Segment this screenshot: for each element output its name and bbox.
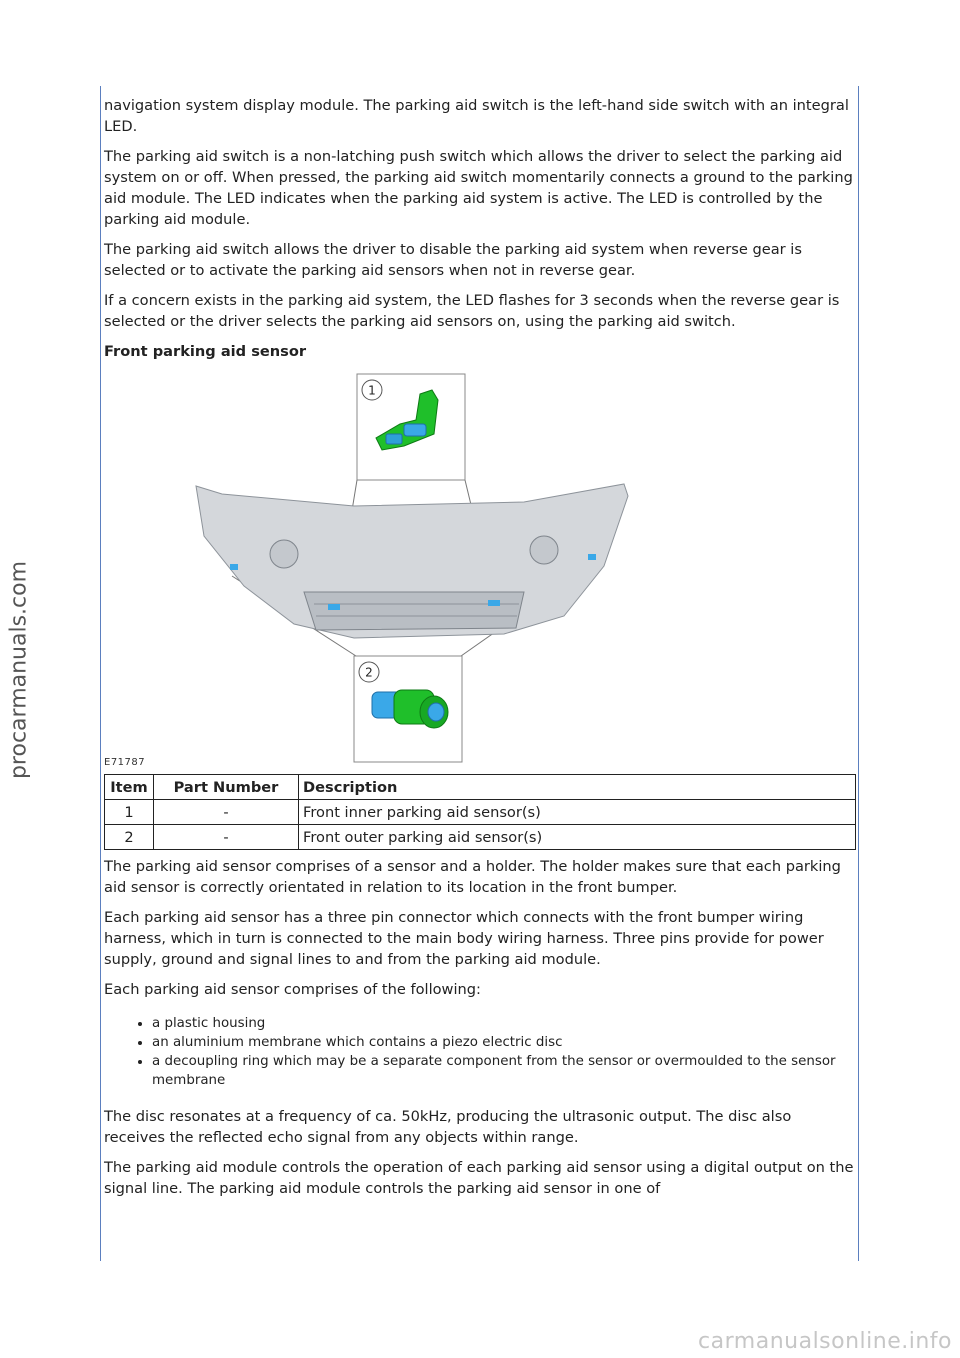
header-part-number: Part Number (154, 775, 299, 800)
sensor-components-list (104, 1014, 856, 1090)
bumper-illustration (104, 366, 856, 766)
list-item: • an aluminium membrane which contains a piezo electric disc (152, 1033, 856, 1052)
cell-part-number: - (154, 825, 299, 850)
paragraph-4: If a concern exists in the parking aid system, the LED flashes for 3 seconds when the reverse gear is selected or the driver selects the parking aid sensors on, using the parking aid switch. (104, 292, 840, 330)
paragraph-2: The parking aid switch is a non-latching push switch which allows the driver to select the parking aid system on or off. When pressed, the parking aid switch momentarily connects a ground to the parking aid module. The LED indicates when the parking aid system is active. The LED is controlled by the parking aid module. (104, 148, 853, 228)
cell-description: Front inner parking aid sensor(s) (299, 800, 856, 825)
callout-label-1: 1 (368, 383, 376, 398)
side-watermark: procarmanuals.com (6, 560, 32, 780)
left-margin-rule (100, 86, 101, 1261)
list-item: • a plastic housing (152, 1014, 856, 1033)
table-row (105, 800, 856, 825)
parts-table (104, 774, 856, 850)
cell-item: 1 (105, 800, 154, 825)
section-heading: Front parking aid sensor (104, 343, 307, 360)
paragraph-3: The parking aid switch allows the driver to disable the parking aid system when reverse gear is selected or to activate the parking aid sensors when not in reverse gear. (104, 241, 802, 279)
callout-label-2: 2 (365, 665, 373, 680)
right-margin-rule (858, 86, 859, 1261)
table-row (105, 825, 856, 850)
front-bumper-drawing (196, 484, 628, 638)
manual-page-content (104, 95, 856, 1208)
header-item: Item (105, 775, 154, 800)
list-item: • a decoupling ring which may be a separate component from the sensor or overmoulded to the sensor membrane (152, 1052, 856, 1090)
bottom-watermark: carmanualsonline.info (698, 1329, 952, 1354)
paragraph-5: The parking aid sensor comprises of a sensor and a holder. The holder makes sure that each parking aid sensor is correctly orientated in relation to its location in the front bumper. (104, 858, 841, 896)
parking-sensor-figure (104, 366, 856, 766)
paragraph-9: The parking aid module controls the operation of each parking aid sensor using a digital output on the signal line. The parking aid module controls the parking aid sensor in one of (104, 1159, 854, 1197)
paragraph-7: Each parking aid sensor comprises of the following: (104, 981, 481, 998)
figure-code: E71787 (104, 757, 146, 768)
paragraph-8: The disc resonates at a frequency of ca. 50kHz, producing the ultrasonic output. The disc also receives the reflected echo signal from any objects within range. (104, 1108, 792, 1146)
paragraph-1: navigation system display module. The parking aid switch is the left-hand side switch with an integral LED. (104, 97, 849, 135)
header-description: Description (299, 775, 856, 800)
cell-item: 2 (105, 825, 154, 850)
paragraph-6: Each parking aid sensor has a three pin connector which connects with the front bumper wiring harness, which in turn is connected to the main body wiring harness. Three pins provide for power supply, ground and signal lines to and from the parking aid module. (104, 909, 824, 968)
table-header-row (105, 775, 856, 800)
cell-description: Front outer parking aid sensor(s) (299, 825, 856, 850)
cell-part-number: - (154, 800, 299, 825)
